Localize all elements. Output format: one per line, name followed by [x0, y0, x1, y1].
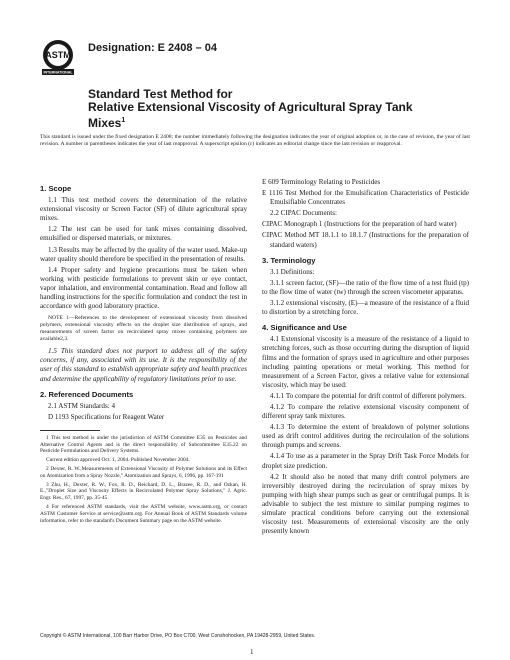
footnote-divider	[40, 430, 100, 431]
title-line-1: Standard Test Method for	[88, 87, 233, 101]
footnote-4: 4 For referenced ASTM standards, visit the ASTM website, www.astm.org, or contact ASTM Customer Service at service@astm.org. For Annual Book of ASTM Standards volume information, refer to the standard's Document Summary page on the ASTM website.	[40, 504, 247, 524]
section-heading-referenced-documents: 2. Referenced Documents	[40, 389, 134, 399]
page-number: 1	[250, 648, 254, 656]
reference-d1193: D 1193 Specifications for Reagent Water	[48, 412, 165, 421]
section-heading-terminology: 3. Terminology	[262, 255, 316, 265]
paragraph-2-2: 2.2 CIPAC Documents:	[270, 209, 337, 218]
svg-text:INTERNATIONAL: INTERNATIONAL	[43, 70, 73, 75]
footnote-1-edition: Current edition approved Oct. 1, 2004. Published November 2004.	[46, 457, 190, 464]
paragraph-3-1-2: 3.1.2 extensional viscosity, (E)—a measure of the resistance of a fluid to distortion by a stretching force.	[262, 299, 469, 317]
astm-logo-icon	[40, 38, 76, 76]
title-line-3: Mixes$^1$	[88, 116, 126, 130]
footnote-2: 2 Dexter, R. W.,Measurements of Extensional Viscosity of Polymer Solutions and its Effect on Atomization from a Spray Nozzle," Atomization and Sprays, 6, 1996, pp. 167-191	[40, 466, 247, 479]
document-title	[88, 88, 478, 130]
designation: Designation: E 2408 – 04	[88, 42, 217, 54]
paragraph-3-1: 3.1 Definitions:	[270, 267, 315, 276]
section-heading-scope: 1. Scope	[40, 184, 72, 193]
note-1: NOTE 1—References to the development of extensional viscosity from dissolved polymers, extensional viscosity effects on the droplet size distribution of sprays, and measurements of screen factor on recirculated spray mixes containing polymers are available2,3.	[40, 315, 247, 343]
reference-cipac-monograph: CIPAC Monograph 1 (Instructions for the preparation of hard water)	[262, 220, 457, 229]
section-heading-significance: 4. Significance and Use	[262, 323, 347, 333]
footnote-3: 3 Zhu, H., Dexter, R. W., Fox, R. D., Reichard, D. L., Brazee, R. D., and Ozkan, H. E.,"Droplet Size and Viscosity Effects in Recirculated Polymer Spray Solutions," J. Agric. Engr. Res., 67, 1997, pp. 35-45	[40, 481, 247, 502]
paragraph-4-1-2: 4.1.2 To compare the relative extensional viscosity component of different spray tank mixtures.	[262, 402, 469, 421]
copyright-line: Copyright © ASTM International, 100 Barr Harbor Drive, PO Box C700, West Conshohocken, PA 19428-2959, United States.	[40, 633, 316, 639]
issue-statement: This standard is issued under the fixed designation E 2408; the number immediately following the designation indicates the year of original adoption or, in the case of revision, the year of last revision. A number in parentheses indicates the year of last reapproval. A superscript epsilon (ε) indicates an editorial change since the last revision or reapproval.	[40, 134, 470, 148]
paragraph-1-1: 1.1 This test method covers the determination of the relative extensional viscosity or Screen Factor (SF) of dilute agricultural spray mixes.	[40, 196, 247, 223]
right-column	[262, 178, 469, 538]
paragraph-1-5: 1.5 This standard does not purport to address all of the safety concerns, if any, associated with its use. It is the responsibility of the user of this standard to establish appropriate safety and health practices and determine the applicability of regulatory limitations prior to use.	[40, 347, 247, 383]
left-column	[40, 178, 247, 526]
paragraph-1-4: 1.4 Proper safety and hygiene precautions must be taken when working with pesticide formulations to prevent skin or eye contact, vapor inhalation, and environmental contamination. Read and follow all handling instructions for the specific formulation and conduct the test in accordance with good laboratory practice.	[40, 265, 247, 311]
svg-text:ASTM: ASTM	[45, 50, 71, 60]
reference-cipac-method: CIPAC Method MT 18.1.1 to 18.1.7 (Instructions for the preparation of standard waters)	[262, 231, 469, 249]
footnote-1: 1 This test method is under the jurisdiction of ASTM Committee E35 on Pesticides and Alternative Control Agents and is the direct responsibility of Subcommittee E35.22 on Pesticide Formulations and Delivery Systems.	[40, 434, 247, 455]
paragraph-2-1: 2.1 ASTM Standards: 4	[48, 401, 115, 410]
paragraph-4-1: 4.1 Extensional viscosity is a measure of the resistance of a liquid to stretching forces, such as those occurring during the disruption of liquid films and the formation of sprays used in agriculture and other purposes including painting operations or metal working. This method for measurement of a Screen Factor, gives a relative value for extensional viscosity, which may be used:	[262, 335, 469, 389]
paragraph-1-2: 1.2 The test can be used for tank mixes containing dissolved, emulsified or dispersed materials, or mixtures.	[40, 225, 247, 243]
paragraph-4-2: 4.2 It should also be noted that many drift control polymers are irreversibly destroyed during the recirculation of spray mixes by pumping with high shear pumps such as gear or centrifugal pumps. It is advisable to subject the test mixture to similar pumping regimes to simulate practical conditions before carrying out the extensional viscosity test. Measurements of extensional viscosity are the only presently known	[262, 472, 469, 536]
reference-e609: E 609 Terminology Relating to Pesticides	[262, 178, 381, 186]
title-line-2: Relative Extensional Viscosity of Agricultural Spray Tank	[88, 100, 413, 114]
paragraph-4-1-1: 4.1.1 To compare the potential for drift control of different polymers.	[270, 391, 467, 400]
paragraph-4-1-4: 4.1.4 To use as a parameter in the Spray Drift Task Force Models for droplet size prediction.	[262, 452, 469, 470]
reference-e1116: E 1116 Test Method for the Emulsification Characteristics of Pesticide Emulsifiable Concentrates	[262, 189, 469, 207]
paragraph-1-3: 1.3 Results may be affected by the quality of the water used. Make-up water quality should therefore be specified in the presentation of results.	[40, 245, 247, 263]
paragraph-3-1-1: 3.1.1 screen factor, (SF)—the ratio of the flow time of a test fluid (tp) to the flow time of water (tw) through the screen viscometer apparatus.	[262, 278, 469, 296]
paragraph-4-1-3: 4.1.3 To determine the extent of breakdown of polymer solutions used as drift control additives during the recirculation of the solutions through pumps and screens.	[262, 423, 469, 450]
